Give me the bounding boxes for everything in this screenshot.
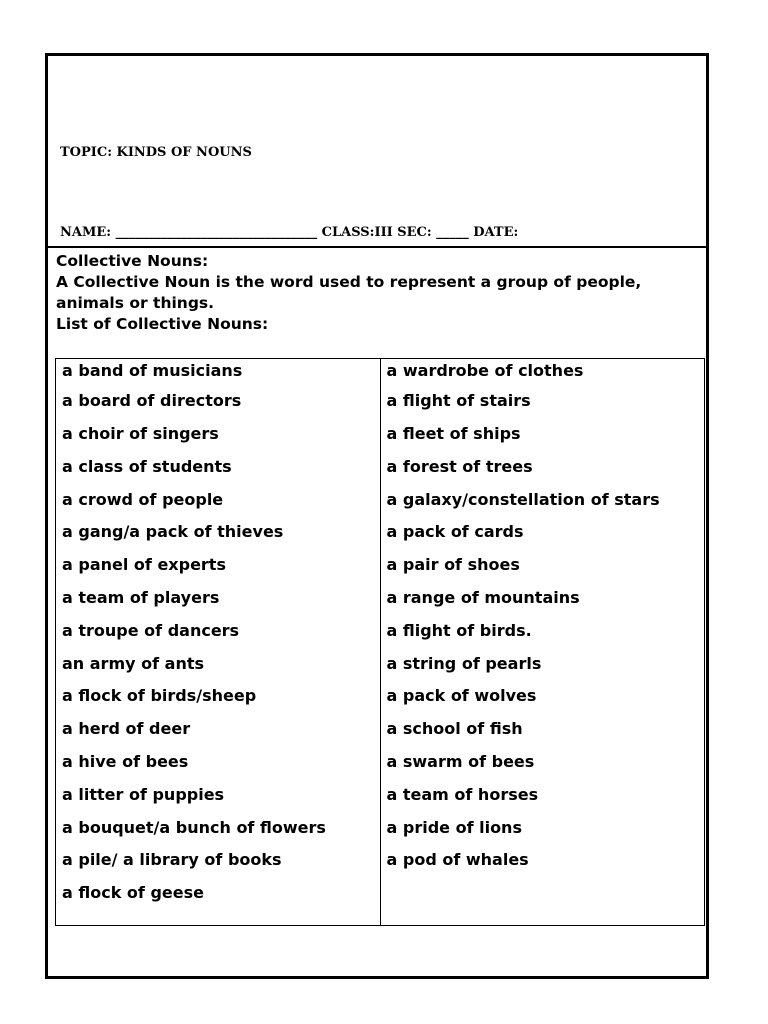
definition-line: animals or things.	[56, 294, 215, 312]
table-row	[56, 490, 705, 523]
collective-nouns-table	[55, 358, 705, 926]
noun-cell-right: a wardrobe of clothes	[380, 359, 705, 392]
table-row	[56, 621, 705, 654]
noun-cell-left: a gang/a pack of thieves	[56, 522, 381, 555]
student-info-line: NAME: _______________________________ CLASS:III SEC: _____ DATE:	[60, 225, 519, 240]
noun-cell-right: a fleet of ships	[380, 424, 705, 457]
noun-cell-right: a string of pearls	[380, 654, 705, 687]
worksheet	[45, 53, 709, 979]
table-row	[56, 752, 705, 785]
noun-cell-left: a panel of experts	[56, 555, 381, 588]
noun-cell-left: a choir of singers	[56, 424, 381, 457]
noun-cell-right: a school of fish	[380, 719, 705, 752]
noun-cell-left: a crowd of people	[56, 490, 381, 523]
noun-cell-left: a board of directors	[56, 391, 381, 424]
noun-cell-left: a pile/ a library of books	[56, 850, 381, 883]
table-row	[56, 850, 705, 883]
definition-line: A Collective Noun is the word used to represent a group of people,	[56, 273, 642, 291]
noun-cell-right: a galaxy/constellation of stars	[380, 490, 705, 523]
noun-cell-right: a flight of birds.	[380, 621, 705, 654]
noun-cell-right: a pride of lions	[380, 818, 705, 851]
table-row	[56, 719, 705, 752]
noun-cell-right: a pack of cards	[380, 522, 705, 555]
noun-cell-right: a range of mountains	[380, 588, 705, 621]
noun-cell-right: a pack of wolves	[380, 686, 705, 719]
noun-cell-left: a class of students	[56, 457, 381, 490]
noun-cell-left: a hive of bees	[56, 752, 381, 785]
noun-cell-left: a flock of birds/sheep	[56, 686, 381, 719]
noun-cell-right: a forest of trees	[380, 457, 705, 490]
noun-cell-right: a team of horses	[380, 785, 705, 818]
worksheet-header	[48, 56, 706, 248]
noun-cell-right	[380, 883, 705, 925]
table-row	[56, 588, 705, 621]
table-row	[56, 555, 705, 588]
noun-cell-right: a flight of stairs	[380, 391, 705, 424]
noun-cell-left: a herd of deer	[56, 719, 381, 752]
section-heading: Collective Nouns:	[56, 252, 209, 270]
noun-cell-left: a band of musicians	[56, 359, 381, 392]
noun-cell-right: a pair of shoes	[380, 555, 705, 588]
topic-title: TOPIC: KINDS OF NOUNS	[60, 145, 252, 160]
noun-cell-left: a team of players	[56, 588, 381, 621]
table-row	[56, 424, 705, 457]
table-row	[56, 686, 705, 719]
list-heading: List of Collective Nouns:	[56, 315, 269, 333]
noun-cell-right: a pod of whales	[380, 850, 705, 883]
table-row	[56, 818, 705, 851]
noun-cell-left: a litter of puppies	[56, 785, 381, 818]
table-row	[56, 522, 705, 555]
noun-cell-left: a flock of geese	[56, 883, 381, 925]
intro-section	[56, 251, 696, 335]
table-row	[56, 654, 705, 687]
noun-cell-left: a troupe of dancers	[56, 621, 381, 654]
noun-cell-right: a swarm of bees	[380, 752, 705, 785]
table-row	[56, 359, 705, 392]
table-row	[56, 457, 705, 490]
noun-cell-left: an army of ants	[56, 654, 381, 687]
table-row	[56, 785, 705, 818]
table-row	[56, 391, 705, 424]
noun-cell-left: a bouquet/a bunch of flowers	[56, 818, 381, 851]
table-row	[56, 883, 705, 925]
table-body	[56, 359, 705, 926]
